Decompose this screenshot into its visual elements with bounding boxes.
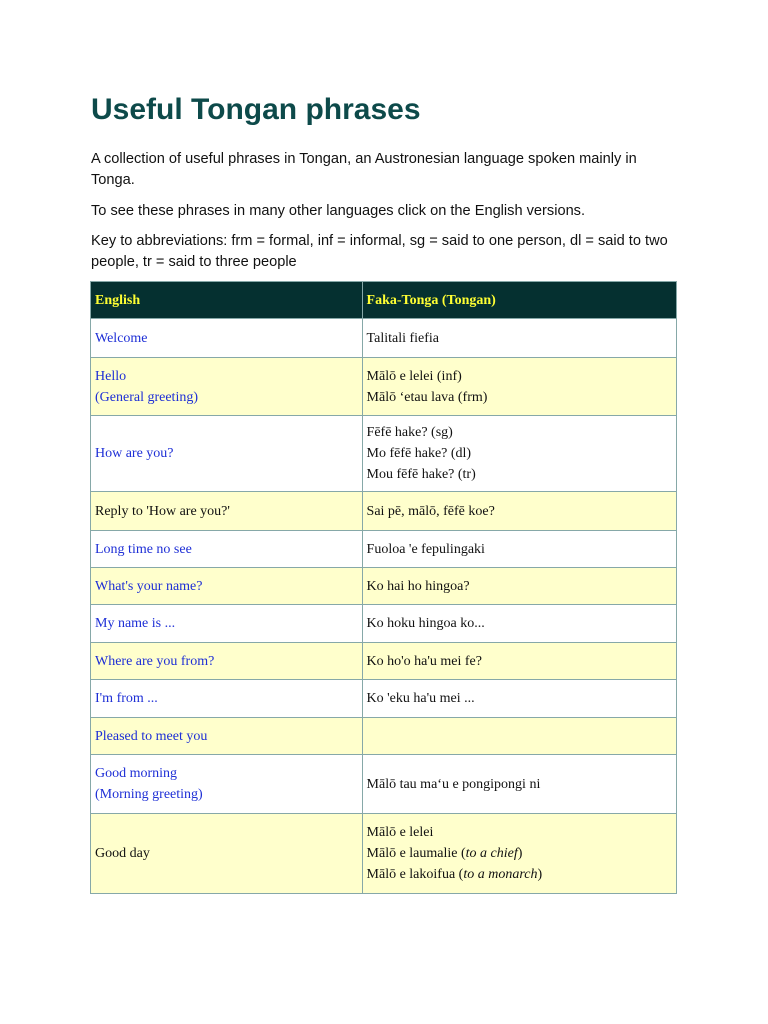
english-text: How are you? xyxy=(95,446,174,461)
phrase-link-good-morning[interactable] xyxy=(91,755,363,814)
english-text: I'm from ... xyxy=(95,691,158,706)
table-row xyxy=(91,358,677,416)
header-english: English xyxy=(91,282,363,319)
tongan-cell xyxy=(362,718,676,755)
tongan-text: Mālō e lelei (inf) xyxy=(366,368,462,384)
tongan-cell xyxy=(362,643,676,680)
tongan-cell xyxy=(362,319,676,358)
tongan-cell xyxy=(362,755,676,814)
tongan-cell xyxy=(362,568,676,605)
english-text: Good day xyxy=(95,846,150,861)
tongan-cell xyxy=(362,492,676,531)
phrase-link-long-time[interactable] xyxy=(91,531,363,568)
english-subtext: (Morning greeting) xyxy=(95,787,203,802)
table-row xyxy=(91,319,677,358)
phrase-link-where-from[interactable] xyxy=(91,643,363,680)
table-row xyxy=(91,416,677,492)
english-cell-reply xyxy=(91,492,363,531)
phrase-link-pleased-to-meet[interactable] xyxy=(91,718,363,755)
phrase-link-my-name-is[interactable] xyxy=(91,605,363,643)
tongan-text: Ko hai ho hingoa? xyxy=(366,578,470,594)
header-tongan: Faka-Tonga (Tongan) xyxy=(362,282,676,319)
english-text: What's your name? xyxy=(95,578,203,594)
tongan-text: Mo fēfē hake? (dl) xyxy=(366,446,472,461)
english-text: Pleased to meet you xyxy=(95,728,208,744)
tongan-cell xyxy=(362,605,676,643)
table-header-row xyxy=(91,282,677,319)
tongan-text: Fuoloa 'e fepulingaki xyxy=(366,541,485,557)
tongan-text: ) xyxy=(517,846,523,861)
phrase-link-whats-your-name[interactable] xyxy=(91,568,363,605)
english-text: Welcome xyxy=(95,330,148,346)
english-text: Reply to 'How are you?' xyxy=(95,503,230,519)
english-text: Where are you from? xyxy=(95,653,215,669)
tongan-text: Sai pē, mālō, fēfē koe? xyxy=(366,503,495,519)
tongan-text: Mālō ʻetau lava (frm) xyxy=(366,389,488,405)
page-title: Useful Tongan phrases xyxy=(91,93,421,126)
phrase-link-how-are-you[interactable] xyxy=(91,416,363,492)
tongan-text: ) xyxy=(537,867,543,882)
usage-note: to a monarch xyxy=(463,867,538,882)
intro-paragraph: A collection of useful phrases in Tongan, an Austronesian language spoken mainly in Tonga. xyxy=(91,151,637,188)
table-row xyxy=(91,492,677,531)
tongan-cell xyxy=(362,416,676,492)
table-row xyxy=(91,605,677,643)
tongan-cell xyxy=(362,680,676,718)
english-text: Good morning xyxy=(95,766,178,781)
tongan-text: Mou fēfē hake? (tr) xyxy=(366,467,476,482)
usage-note: to a chief xyxy=(465,846,518,861)
abbreviations-paragraph: Key to abbreviations: frm = formal, inf = informal, sg = said to one person, dl = said to two people, tr = said to three people xyxy=(91,233,668,270)
tongan-text: Mālō e lelei xyxy=(366,825,434,840)
tongan-text: Fēfē hake? (sg) xyxy=(366,425,453,440)
tongan-cell xyxy=(362,531,676,568)
phrase-link-im-from[interactable] xyxy=(91,680,363,718)
tongan-text: Talitali fiefia xyxy=(366,330,440,346)
table-row xyxy=(91,755,677,814)
english-text: My name is ... xyxy=(95,616,176,631)
phrase-link-welcome[interactable] xyxy=(91,319,363,358)
tongan-text: Ko 'eku ha'u mei ... xyxy=(366,691,475,706)
table-row xyxy=(91,531,677,568)
phrases-table xyxy=(90,281,677,894)
tongan-text-line xyxy=(367,843,672,864)
tongan-text: Ko hoku hingoa ko... xyxy=(366,616,485,631)
table-row xyxy=(91,680,677,718)
table-row xyxy=(91,643,677,680)
table-row xyxy=(91,814,677,894)
tongan-text-line xyxy=(367,864,672,885)
tongan-text: Mālō e lakoifua ( xyxy=(366,867,464,882)
tongan-text: Ko ho'o ha'u mei fe? xyxy=(366,653,482,669)
tongan-cell xyxy=(362,814,676,894)
tongan-cell xyxy=(362,358,676,416)
english-cell-good-day xyxy=(91,814,363,894)
english-text: Hello xyxy=(95,368,127,384)
table-row xyxy=(91,568,677,605)
tongan-text: Mālō tau maʻu e pongipongi ni xyxy=(366,776,541,792)
phrase-link-hello[interactable] xyxy=(91,358,363,416)
english-text: Long time no see xyxy=(95,541,192,557)
instructions-paragraph: To see these phrases in many other languages click on the English versions. xyxy=(91,203,586,219)
tongan-text: Mālō e laumalie ( xyxy=(366,846,466,861)
english-subtext: (General greeting) xyxy=(95,389,198,405)
table-row xyxy=(91,718,677,755)
